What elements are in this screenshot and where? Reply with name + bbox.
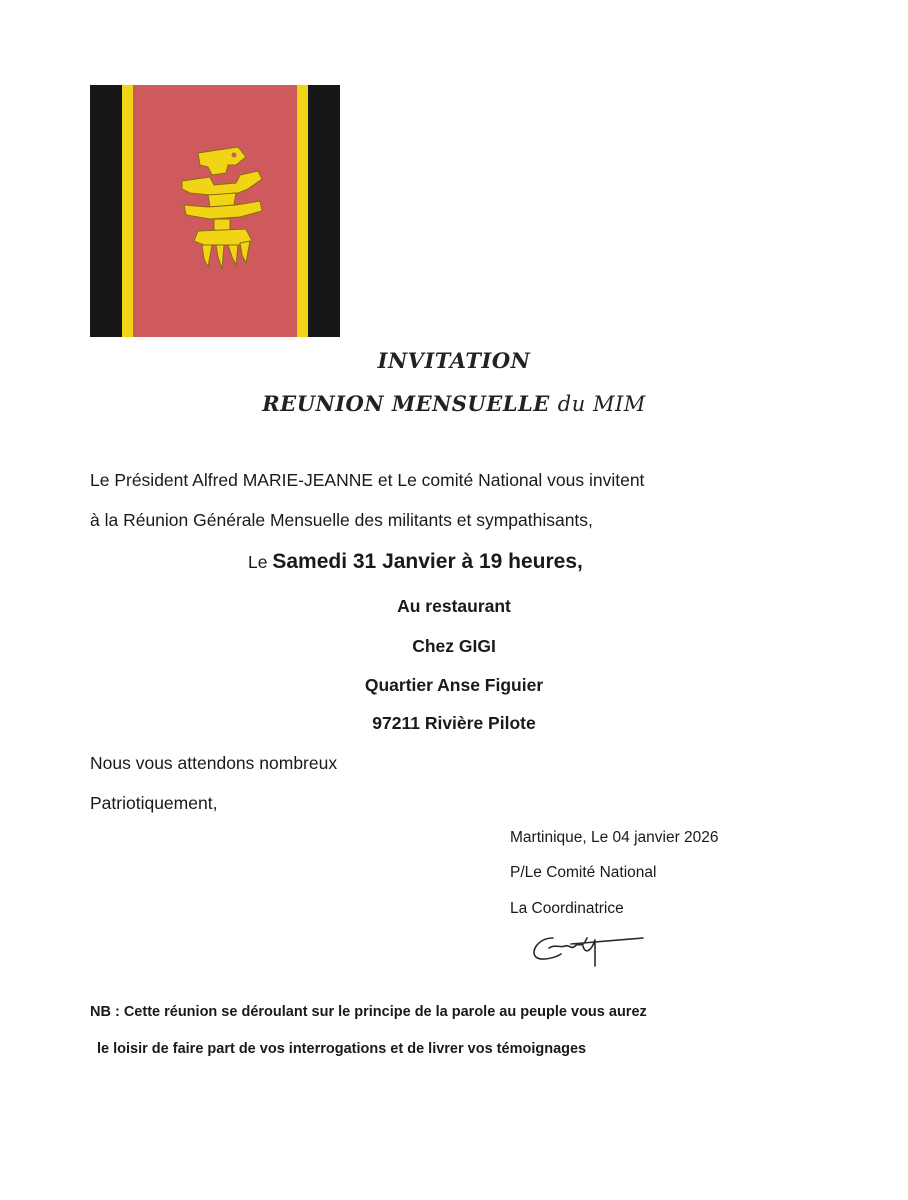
event-date: Samedi 31 Janvier à 19 heures, xyxy=(272,550,583,573)
meeting-title xyxy=(0,391,908,416)
flag-right-yellow-stripe xyxy=(297,85,308,337)
place-and-date: Martinique, Le 04 janvier 2026 xyxy=(510,829,719,846)
note-line-2: le loisir de faire part de vos interrogations et de livrer vos témoignages xyxy=(97,1041,587,1057)
venue-district: Quartier Anse Figuier xyxy=(364,675,544,695)
signatory-role: La Coordinatrice xyxy=(510,900,624,917)
venue-city: 97211 Rivière Pilote xyxy=(372,713,536,733)
venue-intro: Au restaurant xyxy=(397,596,511,616)
flag-left-black-stripe xyxy=(90,85,122,337)
invitation-line-2: à la Réunion Générale Mensuelle des militants et sympathisants, xyxy=(90,510,593,530)
meeting-title-main: REUNION MENSUELLE xyxy=(262,391,550,416)
emblem-eye-icon xyxy=(232,153,237,158)
invitation-title: INVITATION xyxy=(377,348,531,373)
meeting-title-suffix: du MIM xyxy=(557,392,646,416)
note-line-1: NB : Cette réunion se déroulant sur le principe de la parole au peuple vous aurez xyxy=(90,1004,647,1020)
flag-left-yellow-stripe xyxy=(122,85,133,337)
closing-line-1: Nous vous attendons nombreux xyxy=(90,753,338,773)
flag-right-black-stripe xyxy=(308,85,340,337)
closing-line-2: Patriotiquement, xyxy=(90,793,218,813)
on-behalf-of: P/Le Comité National xyxy=(510,864,657,881)
event-date-line xyxy=(248,550,583,574)
handwritten-signature xyxy=(525,926,645,974)
venue-name: Chez GIGI xyxy=(412,636,496,656)
flag-graphic xyxy=(90,85,340,337)
invitation-line-1: Le Président Alfred MARIE-JEANNE et Le comité National vous invitent xyxy=(90,470,645,490)
mim-flag-logo xyxy=(90,85,340,337)
event-date-prefix: Le xyxy=(248,552,268,572)
